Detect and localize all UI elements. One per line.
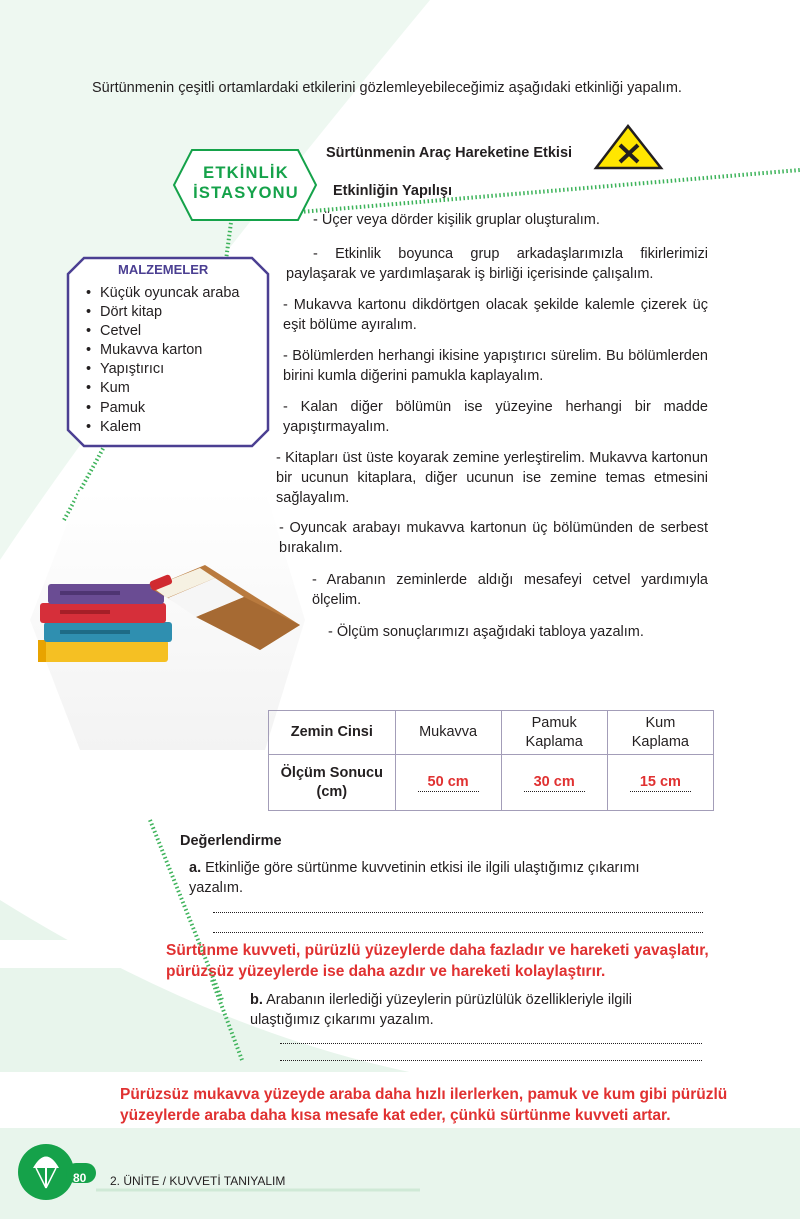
answer-line <box>280 1043 702 1044</box>
question-a <box>189 858 689 898</box>
materials-title: MALZEMELER <box>118 262 209 277</box>
table-row-label: Ölçüm Sonucu (cm) <box>269 755 396 811</box>
table-row <box>269 755 714 811</box>
question-a-label: a. <box>189 860 202 876</box>
step-6: - Kitapları üst üste koyarak zemine yerleştirelim. Mukavva kartonun bir ucunun kitaplara, diğer ucunun ise zemine temas etmesini sağlayalım. <box>276 450 708 506</box>
results-table <box>268 710 714 811</box>
table-header-cell: Kum Kaplama <box>607 711 713 755</box>
material-item: • Kum <box>86 379 239 398</box>
page-number: 80 <box>73 1171 87 1185</box>
answer-b: Pürüzsüz mukavva yüzeyde araba daha hızlı ilerlerken, pamuk ve kum gibi pürüzlü yüzeylerde araba daha kısa mesafe kat eder, çünkü sürtünme kuvveti artar. <box>120 1086 728 1124</box>
material-item: • Mukavva karton <box>86 341 239 360</box>
material-item: • Cetvel <box>86 322 239 341</box>
step-1: - Üçer veya dörder kişilik gruplar oluşturalım. <box>313 212 600 228</box>
material-item: • Dört kitap <box>86 303 239 322</box>
answer-a: Sürtünme kuvveti, pürüzlü yüzeylerde daha fazladır ve hareketi yavaşlatır, pürüzsüz yüzeylerde ise daha azdır ve hareketi kolaylaştırır. <box>166 942 709 980</box>
question-b <box>250 990 690 1030</box>
activity-title: Sürtünmenin Araç Hareketine Etkisi <box>326 145 573 161</box>
activity-subtitle: Etkinliğin Yapılışı <box>333 183 452 199</box>
result-kum: 15 cm <box>630 774 691 792</box>
result-mukavva: 50 cm <box>418 774 479 792</box>
step-5: - Kalan diğer bölümün ise yüzeyine herhangi bir madde yapıştırmayalım. <box>283 399 708 435</box>
step-9: - Ölçüm sonuçlarımızı aşağıdaki tabloya yazalım. <box>328 624 644 640</box>
answer-line <box>213 932 703 933</box>
intro-paragraph: Sürtünmenin çeşitli ortamlardaki etkilerini gözlemleyebileceğimiz aşağıdaki etkinliği yapalım. <box>92 80 682 96</box>
step-4: - Bölümlerden herhangi ikisine yapıştırıcı sürelim. Bu bölümlerden birini kumla diğerini pamukla kaplayalım. <box>283 348 708 384</box>
activity-badge <box>182 163 310 203</box>
question-b-text: Arabanın ilerlediği yüzeylerin pürüzlülük özellikleriyle ilgili ulaştığımız çıkarımı yazalım. <box>250 992 633 1028</box>
answer-line <box>213 912 703 913</box>
table-header-cell: Mukavva <box>395 711 501 755</box>
step-2: - Etkinlik boyunca grup arkadaşlarımızla fikirlerimizi paylaşarak ve yardımlaşarak iş birliği içerisinde çalışalım. <box>286 246 708 282</box>
unit-label: 2. ÜNİTE / KUVVETİ TANIYALIM <box>110 1174 286 1188</box>
materials-list <box>86 284 239 437</box>
material-item: • Küçük oyuncak araba <box>86 284 239 303</box>
table-header-cell: Zemin Cinsi <box>269 711 396 755</box>
result-pamuk: 30 cm <box>524 774 585 792</box>
question-a-text: Etkinliğe göre sürtünme kuvvetinin etkisi ile ilgili ulaştığımız çıkarımı yazalım. <box>189 860 640 896</box>
table-cell <box>501 755 607 811</box>
table-cell <box>395 755 501 811</box>
table-header-row <box>269 711 714 755</box>
material-item: • Kalem <box>86 418 239 437</box>
material-item: • Pamuk <box>86 399 239 418</box>
answer-line <box>280 1060 702 1061</box>
table-cell <box>607 755 713 811</box>
badge-line-1: ETKİNLİK <box>203 164 289 182</box>
step-3: - Mukavva kartonu dikdörtgen olacak şekilde kalemle çizerek üç eşit bölüme ayıralım. <box>283 297 708 333</box>
question-b-label: b. <box>250 992 263 1008</box>
material-item: • Yapıştırıcı <box>86 360 239 379</box>
table-header-cell: Pamuk Kaplama <box>501 711 607 755</box>
step-8: - Arabanın zeminlerde aldığı mesafeyi cetvel yardımıyla ölçelim. <box>312 572 708 608</box>
badge-line-2: İSTASYONU <box>193 184 299 202</box>
step-7: - Oyuncak arabayı mukavva kartonun üç bölümünden de serbest bırakalım. <box>279 520 708 556</box>
evaluation-title: Değerlendirme <box>180 833 282 849</box>
